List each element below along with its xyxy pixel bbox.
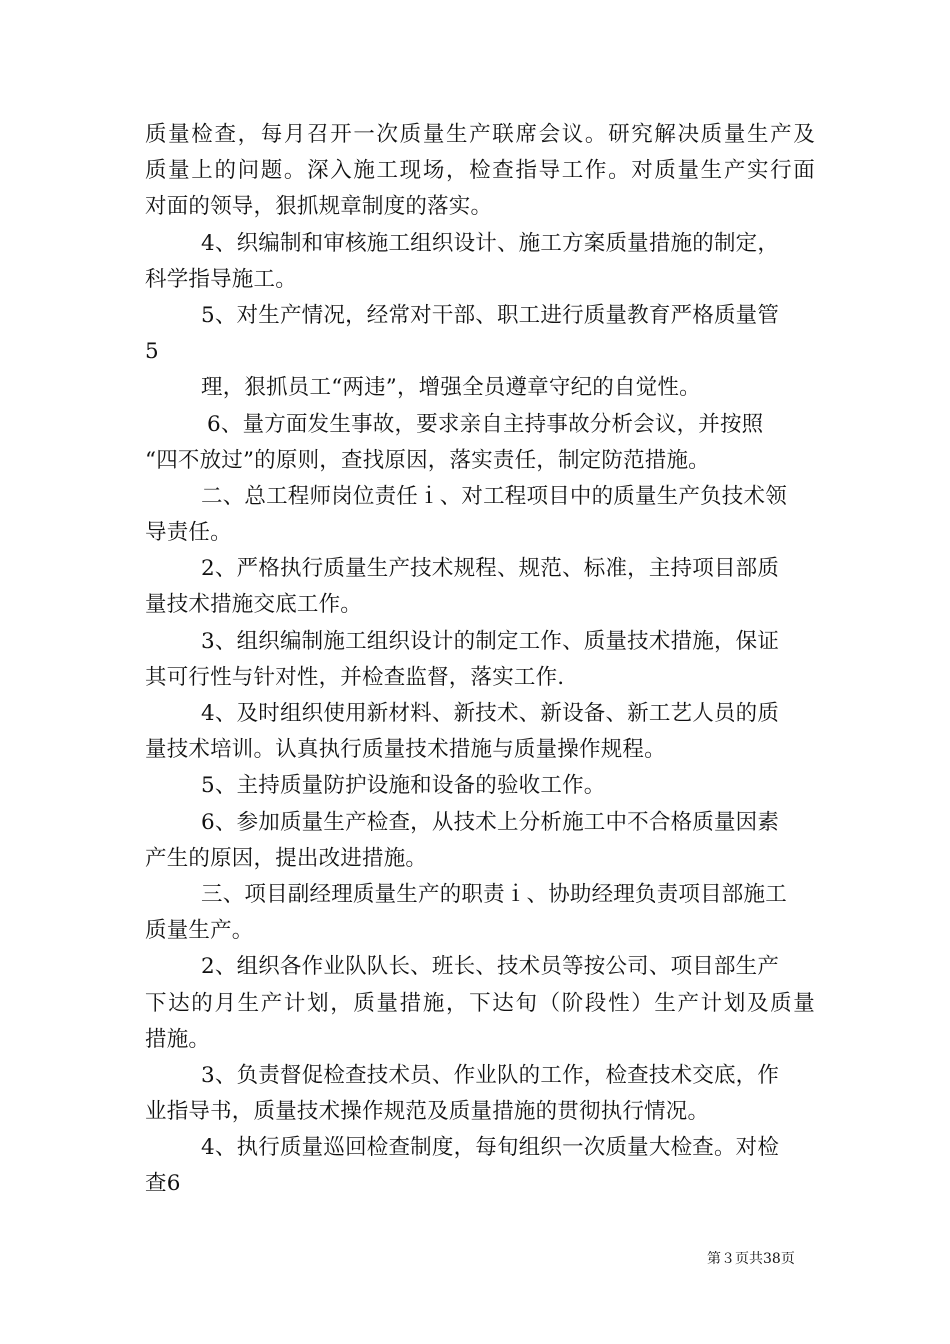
text-line: 量技术措施交底工作。 [145,592,363,618]
text-line: 5、主持质量防护设施和设备的验收工作。 [201,773,606,799]
text-line: 2、严格执行质量生产技术规程、规范、标准，主持项目部质 [201,556,780,582]
text-line: 科学指导施工。 [145,266,297,292]
text-line: 3、组织编制施工组织设计的制定工作、质量技术措施，保证 [201,628,780,654]
text-line: 导责任。 [145,520,232,546]
section-heading-line: 三、项目副经理质量生产的职责ｉ、协助经理负责项目部施工 [201,881,787,907]
text-line: 4、织编制和审核施工组织设计、施工方案质量措施的制定， [201,230,780,256]
text-line: 对面的领导，狠抓规章制度的落实。 [145,194,493,220]
text-line: 量技术培训。认真执行质量技术措施与质量操作规程。 [145,737,666,763]
page-footer: 第３页共38页 [707,1251,795,1267]
text-line: 下达的月生产计划，质量措施，下达旬（阶段性）生产计划及质量 [145,990,815,1016]
text-line: 4、及时组织使用新材料、新技术、新设备、新工艺人员的质 [201,701,780,726]
section-heading-line: 二、总工程师岗位责任ｉ、对工程项目中的质量生产负技术领 [201,483,787,509]
text-line: 理，狠抓员工“两违”，增强全员遵章守纪的自觉性。 [201,375,701,401]
text-line: 措施。 [145,1026,211,1052]
text-line: 3、负责督促检查技术员、作业队的工作，检查技术交底，作 [201,1062,780,1088]
text-line: 质量生产。 [145,918,254,944]
text-line: 6、参加质量生产检查，从技术上分析施工中不合格质量因素 [201,809,780,835]
text-line: 产生的原因，提出改进措施。 [145,845,428,871]
text-line: 查6 [145,1171,181,1197]
text-line: 6、量方面发生事故，要求亲自主持事故分析会议，并按照 [207,411,764,437]
document-body [145,117,815,1203]
text-line: “四不放过”的原则，查找原因，落实责任，制定防范措施。 [145,447,710,473]
text-line: 其可行性与针对性，并检查监督，落实工作. [145,664,565,690]
page-number-marker: 5 [145,339,159,365]
text-line: 质量上的问题。深入施工现场，检查指导工作。对质量生产实行面 [145,158,815,184]
text-line: 质量检查，每月召开一次质量生产联席会议。研究解决质量生产及 [145,122,815,147]
text-line: 5、对生产情况，经常对干部、职工进行质量教育严格质量管 [201,302,780,328]
text-line: 2、组织各作业队队长、班长、技术员等按公司、项目部生产 [201,954,780,980]
text-line: 4、执行质量巡回检查制度，每旬组织一次质量大检查。对检 [201,1135,780,1161]
text-line: 业指导书，质量技术操作规范及质量措施的贯彻执行情况。 [145,1099,710,1125]
